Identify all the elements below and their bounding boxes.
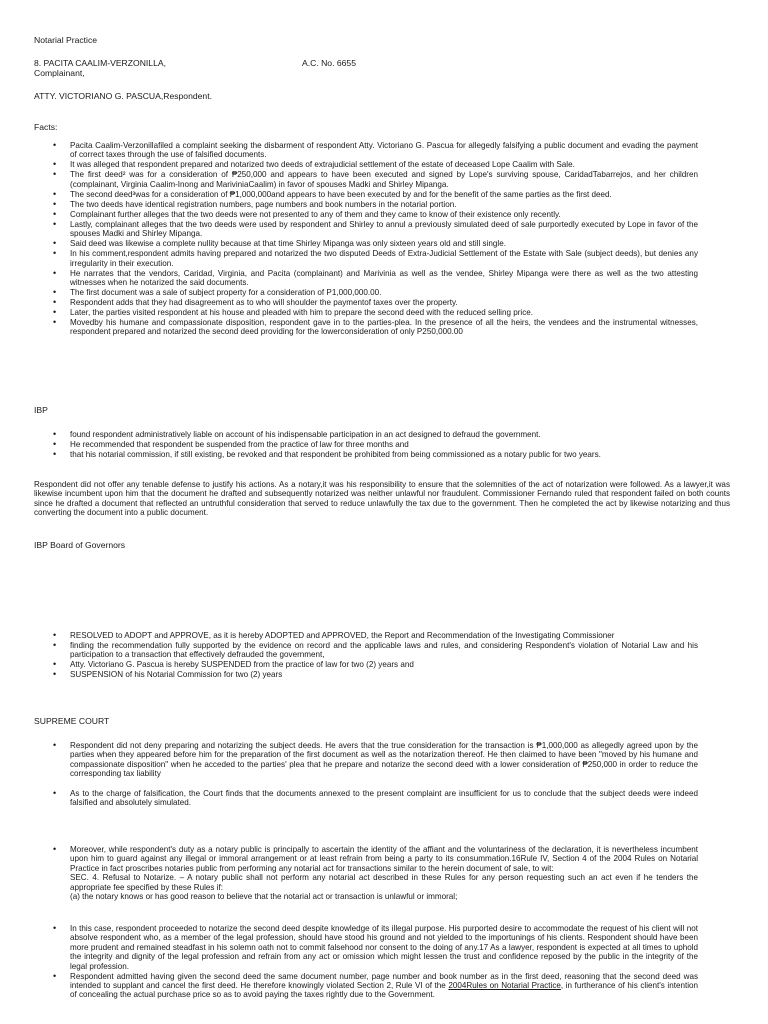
board-list	[70, 631, 698, 680]
complainant-name: 8. PACITA CAALIM-VERZONILLA,	[34, 58, 166, 68]
list-item: • He narrates that the vendors, Caridad, Virginia, and Pacita (complainant) and Marivinia as well as the vendee, Shirley Mipanga were there as well as the two attesting witnesses when he notarized the said documents.	[70, 269, 698, 288]
list-item: • In his comment,respondent admits having prepared and notarized the two disputed Deeds of Extra-Judicial Settlement of the Estate with Sale (subject deeds), but denies any irregularity in their execution.	[70, 249, 698, 268]
list-item: • found respondent administratively liable on account of his indispensable participation in an act designed to defraud the government.	[70, 430, 698, 439]
list-item: • As to the charge of falsification, the Court finds that the documents annexed to the present complaint are insufficient for us to conclude that the subject deeds were indeed falsified and absolutely simulated.	[70, 789, 698, 808]
facts-heading: Facts:	[34, 122, 58, 132]
list-item: • Pacita Caalim-Verzonillafiled a complaint seeking the disbarment of respondent Atty. Victoriano G. Pascua for allegedly falsifying a public document and evading the payment of correct taxes through the use of falsified documents.	[70, 141, 698, 160]
case-caption	[34, 58, 728, 68]
list-item: • The first document was a sale of subject property for a consideration of P1,000,000.00.	[70, 288, 698, 297]
list-item: • that his notarial commission, if still existing, be revoked and that respondent be prohibited from being commissioned as a notary public for two years.	[70, 450, 698, 459]
complainant-label: Complainant,	[34, 68, 85, 78]
ibp-paragraph: Respondent did not offer any tenable defense to justify his actions. As a notary,it was his responsibility to ensure that the solemnities of the act of notarization were followed. As a lawyer,it was likewise incumbent upon him that the document he drafted and subsequently notarized was neither unlawful nor fraudulent. Commissioner Fernando ruled that respondent failed on both counts since he drafted a document that reflected an untruthful consideration that served to reduce unlawfully the tax due to the government. Then he completed the act by likewise notarizing and thus converting the document into a public document.	[34, 480, 730, 518]
list-item: • RESOLVED to ADOPT and APPROVE, as it is hereby ADOPTED and APPROVED, the Report and Recommendation of the Investigating Commissioner	[70, 631, 698, 640]
list-item	[70, 845, 698, 901]
list-item: • The two deeds have identical registration numbers, page numbers and book numbers in the notarial portion.	[70, 200, 698, 209]
case-number: A.C. No. 6655	[302, 58, 356, 68]
doc-title: Notarial Practice	[34, 35, 98, 45]
list-item-text: Respondent admitted having given the second deed the same document number, page number and book number as in the first deed, reasoning that the second deed was intended to supplant and cancel the first deed. He therefore knowingly violated Section 2, Rule VI of the	[70, 971, 698, 991]
list-item: • SUSPENSION of his Notarial Commission for two (2) years	[70, 670, 698, 679]
list-item: • Respondent did not deny preparing and notarizing the subject deeds. He avers that the true consideration for the transaction is ₱1,000,000 as allegedly agreed upon by the parties when they appeared before him for the preparation of the first document as well as the notarization thereof. He then claimed to have been "moved by his humane and compassionate disposition" when he acceded to the parties' plea that he prepare and notarize the second deed with a lower consideration of ₱250,000 in order to reduce the corresponding tax liability	[70, 741, 698, 779]
supreme-list-2	[70, 845, 698, 902]
rule-clause: (a) the notary knows or has good reason to believe that the notarial act or transaction is unlawful or immoral;	[70, 892, 458, 902]
list-item: • Lastly, complainant alleges that the two deeds were used by respondent and Shirley to annul a previously simulated deed of sale purportedly executed by Lope in favor of the spouses Madki and Shirley Mipanga.	[70, 220, 698, 239]
list-item: • Complainant further alleges that the two deeds were not presented to any of them and they came to know of their existence only recently.	[70, 210, 698, 219]
supreme-heading: SUPREME COURT	[34, 716, 110, 726]
board-heading: IBP Board of Governors	[34, 540, 126, 550]
ibp-heading: IBP	[34, 405, 48, 415]
list-item: • Atty. Victoriano G. Pascua is hereby SUSPENDED from the practice of law for two (2) years and	[70, 660, 698, 669]
list-item: • Later, the parties visited respondent at his house and pleaded with him to prepare the second deed with the reduced selling price.	[70, 308, 698, 317]
rules-link[interactable]: 2004Rules on Notarial Practice	[448, 981, 561, 991]
list-item: • Movedby his humane and compassionate disposition, respondent gave in to the parties-plea. In the presence of all the heirs, the vendees and the instrumental witnesses, respondent prepared and notarized the second deed providing for the lowerconsideration of only P250,000.00	[70, 318, 698, 337]
list-item: • Respondent adds that they had disagreement as to who will shoulder the paymentof taxes over the property.	[70, 298, 698, 307]
rule-section: SEC. 4. Refusal to Notarize. – A notary public shall not perform any notarial act described in these Rules for any person requesting such an act even if he tenders the appropriate fee specified by these Rules if:	[70, 873, 698, 892]
list-item: • It was alleged that respondent prepared and notarized two deeds of extrajudicial settlement of the estate of deceased Lope Caalim with Sale.	[70, 160, 698, 169]
supreme-list-3	[70, 924, 698, 1000]
supreme-list-1	[70, 741, 698, 808]
list-item: • Said deed was likewise a complete nullity because at that time Shirley Mipanga was only sixteen years old and still single.	[70, 239, 698, 248]
respondent-line: ATTY. VICTORIANO G. PASCUA,Respondent.	[34, 91, 212, 101]
list-item-text: Moreover, while respondent's duty as a notary public is principally to ascertain the identity of the affiant and the voluntariness of the declaration, it is nevertheless incumbent upon him to guard against any illegal or immoral arrangement or at least refrain from being a party to its consummation.16Rule IV, Section 4 of the 2004 Rules on Notarial Practice in fact proscribes notaries public from performing any notarial act for transactions similar to the herein document of sale, to wit:	[70, 845, 698, 873]
ibp-list	[70, 430, 698, 460]
list-item: • In this case, respondent proceeded to notarize the second deed despite knowledge of its illegal purpose. His purported desire to accommodate the request of his client will not absolve respondent who, as a member of the legal profession, should have stood his ground and not yielded to the importunings of his clients. Respondent should have been more prudent and remained steadfast in his solemn oath not to commit falsehood nor consent to the doing of any.17 As a lawyer, respondent is expected at all times to uphold the integrity and dignity of the legal profession and refrain from any act or omission which might lessen the trust and confidence reposed by the public in the integrity of the legal profession.	[70, 924, 698, 971]
list-item	[70, 972, 698, 1000]
list-item: • The first deed² was for a consideration of ₱250,000 and appears to have been executed and signed by Lope's surviving spouse, CaridadTabarrejos, and her children (complainant, Virginia Caalim-Inong and MariviniaCaalim) in favor of spouses Madki and Shirley Mipanga.	[70, 170, 698, 189]
list-item: • The second deed³was for a consideration of ₱1,000,000and appears to have been executed by and for the benefit of the same parties as the first deed.	[70, 190, 698, 199]
list-item: • finding the recommendation fully supported by the evidence on record and the applicable laws and rules, and considering Respondent's violation of Notarial Law and his participation to a transaction that effectively defrauded the government,	[70, 641, 698, 660]
list-item-text: , in furtherance of his client's intention of concealing the actual purchase price so as to avoid paying the taxes rightly due to the Government.	[70, 981, 699, 1000]
list-item: • He recommended that respondent be suspended from the practice of law for three months and	[70, 440, 698, 449]
facts-list	[70, 141, 698, 337]
